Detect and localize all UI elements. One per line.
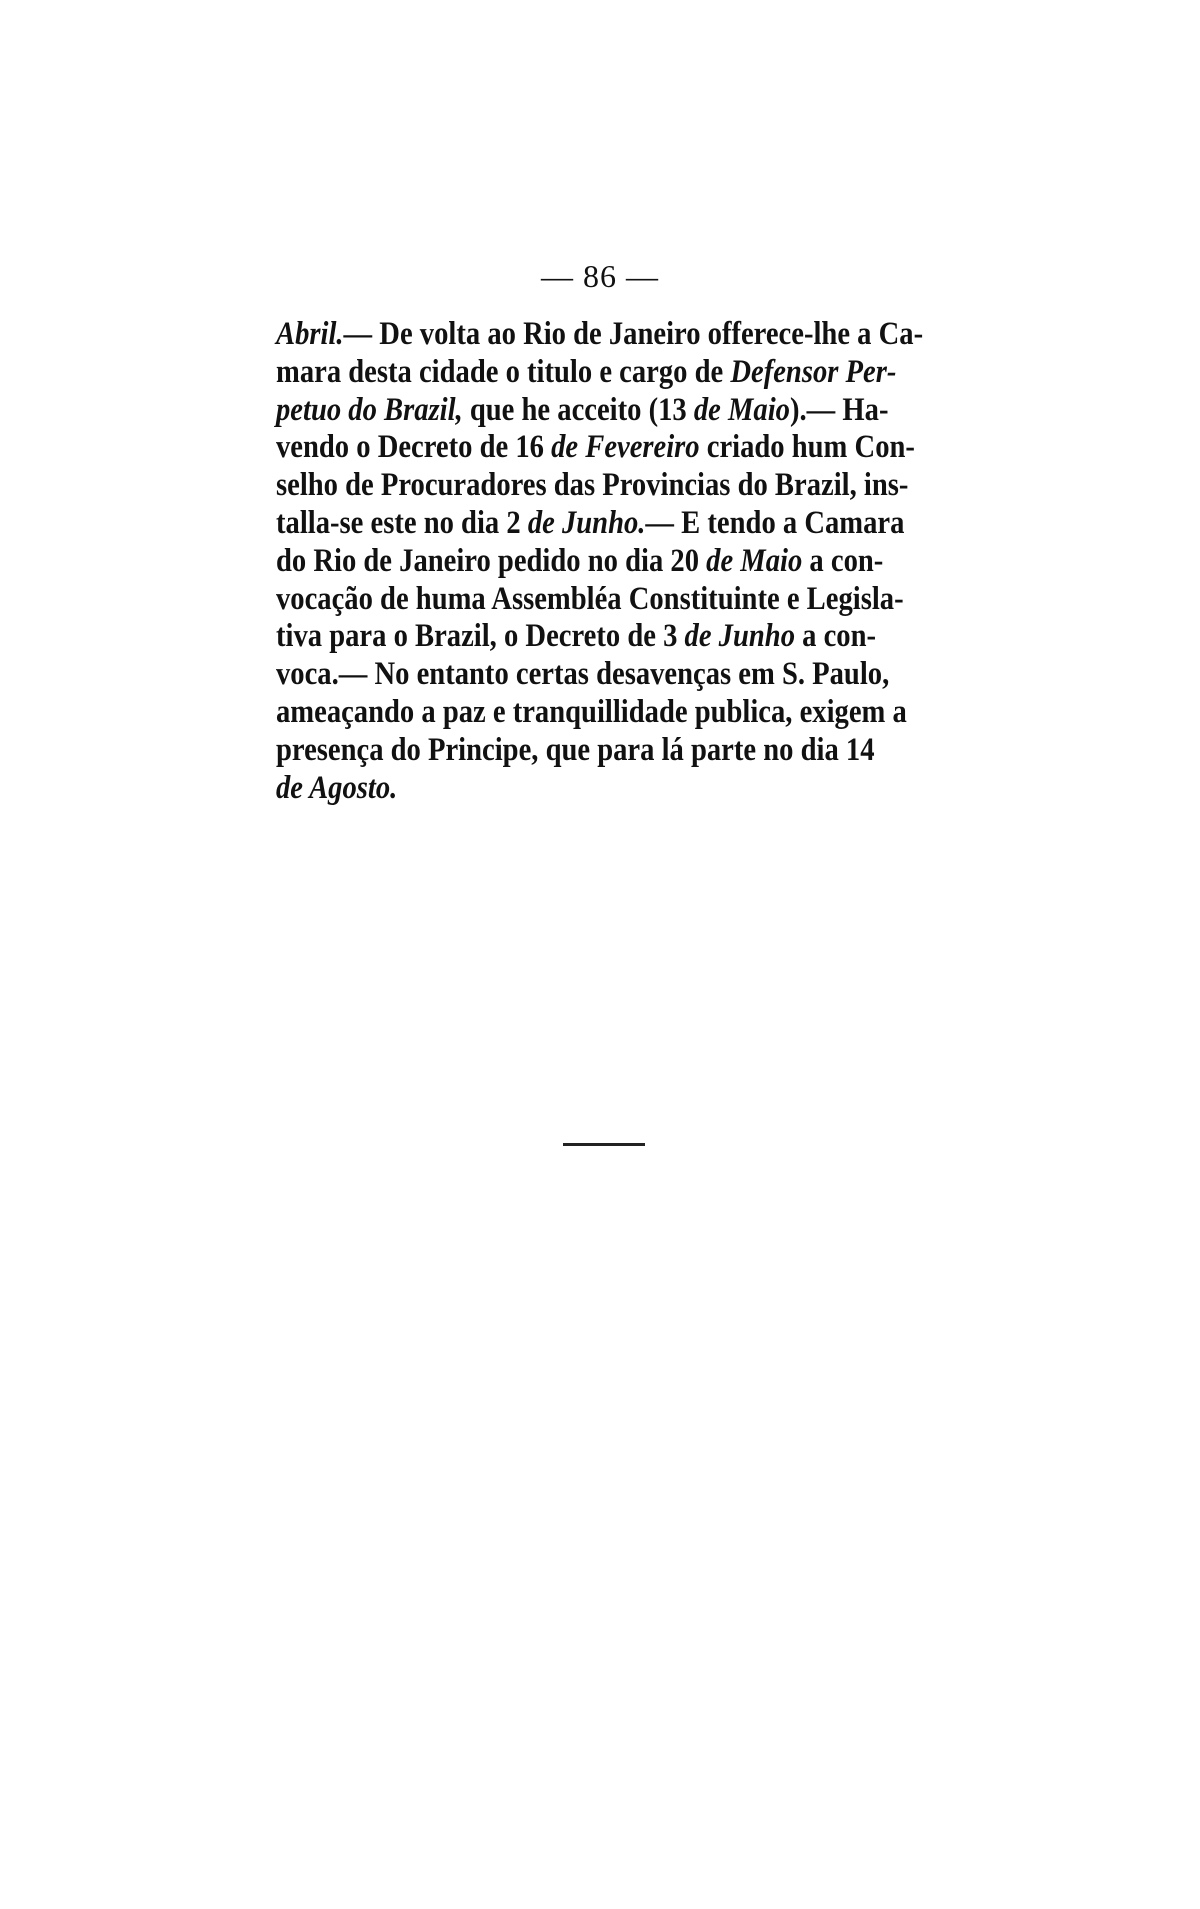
text-segment: a con-: [794, 618, 877, 655]
text-segment: criado hum Con-: [699, 429, 915, 466]
text-line: [276, 542, 884, 581]
italic-text-segment: de Maio: [706, 542, 803, 579]
text-segment: mara desta cidade o titulo e cargo de: [276, 353, 731, 390]
text-segment: a con-: [802, 542, 884, 579]
italic-text-segment: de Maio: [693, 391, 790, 428]
italic-text-segment: Defensor Per-: [730, 353, 897, 390]
text-segment: vocação de huma Assembléa Constituinte e Legisla-: [276, 580, 904, 617]
text-segment: que he acceito (13: [462, 391, 694, 428]
text-line: [276, 770, 861, 808]
text-segment: presença do Principe, que para lá parte no dia 14: [276, 731, 875, 768]
italic-text-segment: petuo do Brazil,: [276, 391, 463, 428]
text-segment: selho de Procuradores das Provincias do Brazil, ins-: [276, 467, 909, 504]
text-line: [276, 693, 907, 732]
text-line: [276, 731, 875, 770]
text-segment: ameaçando a paz e tranquillidade publica, exigem a: [276, 693, 907, 730]
italic-text-segment: de Agosto.: [276, 769, 398, 806]
italic-text-segment: Abril.: [276, 316, 344, 352]
text-line: [276, 656, 890, 694]
text-segment: talla-se este no dia 2: [276, 504, 528, 541]
text-line: [276, 316, 924, 354]
text-segment: voca.— No entanto certas desavenças em S. Paulo,: [276, 656, 890, 693]
text-line: [276, 391, 889, 430]
text-segment: do Rio de Janeiro pedido no dia 20: [276, 542, 707, 579]
text-segment: tiva para o Brazil, o Decreto de 3: [276, 618, 685, 655]
italic-text-segment: de Junho.: [527, 504, 646, 541]
section-divider: [563, 1143, 645, 1146]
text-segment: vendo o Decreto de 16: [276, 429, 552, 466]
text-segment: — De volta ao Rio de Janeiro offerece-lhe a Ca-: [343, 316, 924, 352]
text-segment: — E tendo a Camara: [645, 504, 905, 541]
text-line: [276, 429, 915, 467]
text-line: [276, 504, 905, 543]
text-line: [276, 580, 904, 619]
body-text: [276, 316, 924, 807]
italic-text-segment: de Fevereiro: [551, 429, 700, 466]
text-line: [276, 353, 897, 392]
text-line: [276, 467, 909, 505]
text-segment: ).— Ha-: [789, 391, 889, 428]
italic-text-segment: de Junho: [684, 618, 795, 655]
text-line: [276, 618, 877, 656]
page-number: — 86 —: [541, 258, 659, 294]
